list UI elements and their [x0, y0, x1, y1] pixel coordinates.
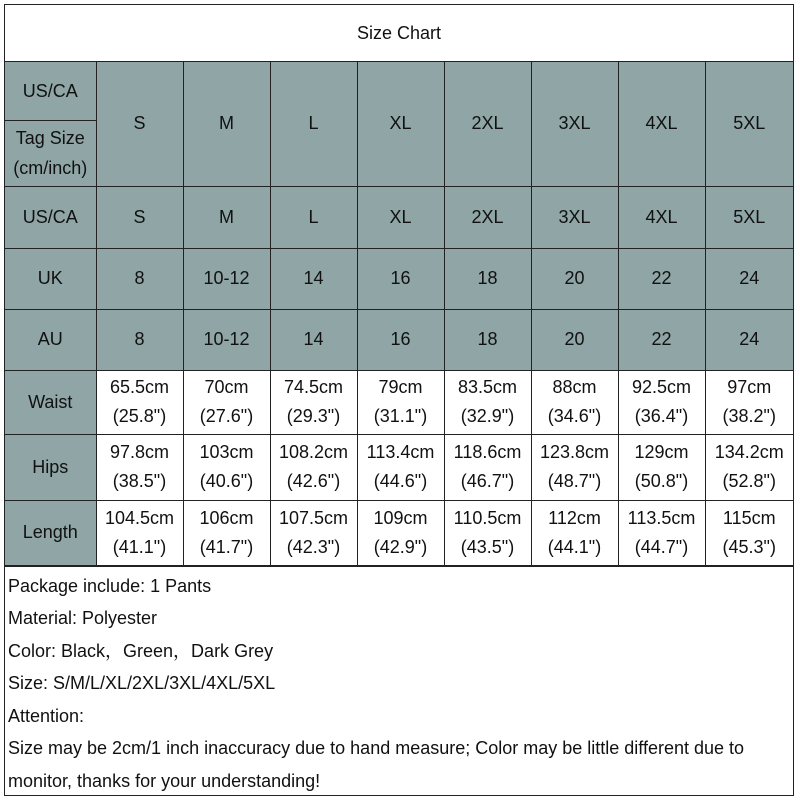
table-cell [96, 434, 183, 500]
cm-value: 88cm [552, 377, 597, 397]
inch-value: (38.2") [722, 406, 776, 426]
note-size: Size: S/M/L/XL/2XL/3XL/4XL/5XL [8, 673, 276, 693]
cm-value: 104.5cm [104, 507, 175, 528]
table-cell: 18 [444, 309, 531, 370]
table-cell [705, 434, 793, 500]
table-cell [96, 500, 183, 565]
chart-title: Size Chart [5, 5, 793, 62]
cm-value: 103cm [199, 442, 254, 462]
inch-value: (29.3") [286, 406, 341, 426]
table-cell [183, 434, 270, 500]
cm-value: 107.5cm [278, 507, 349, 528]
inch-value: (27.6") [199, 406, 254, 426]
cm-value: 70cm [204, 377, 249, 397]
product-notes [5, 566, 793, 798]
inch-value: (36.4") [634, 406, 689, 426]
table-cell [531, 370, 618, 434]
table-cell: 8 [96, 248, 183, 309]
cm-value: 109cm [373, 507, 428, 528]
region-row-us-ca [5, 186, 793, 248]
note-attention-text: Size may be 2cm/1 inch inaccuracy due to hand measure; Color may be little different due to monitor, thanks for your understanding! [8, 738, 745, 791]
size-header-cell: S [96, 62, 183, 186]
cm-value: 129cm [634, 442, 689, 462]
table-cell: L [270, 186, 357, 248]
inch-value: (40.6") [199, 471, 254, 491]
row-label: Waist [5, 370, 96, 434]
table-cell: 20 [531, 248, 618, 309]
inch-value: (32.9") [460, 406, 515, 426]
measure-row-hips [5, 434, 793, 500]
note-material: Material: Polyester [8, 608, 158, 628]
table-cell [183, 500, 270, 565]
cm-value: 113.4cm [366, 442, 435, 462]
inch-value: (43.5") [460, 536, 515, 557]
table-cell: 4XL [618, 186, 705, 248]
table-cell [270, 500, 357, 565]
inch-value: (44.1") [547, 536, 602, 557]
cm-value: 79cm [378, 377, 423, 397]
table-cell: 16 [357, 309, 444, 370]
size-header-cell: 2XL [444, 62, 531, 186]
measure-row-waist [5, 370, 793, 434]
table-cell: 24 [705, 309, 793, 370]
cm-value: 97.8cm [109, 442, 170, 462]
size-table [5, 62, 793, 566]
table-cell: 14 [270, 309, 357, 370]
inch-value: (38.5") [112, 471, 167, 491]
size-header-cell: M [183, 62, 270, 186]
table-cell: 14 [270, 248, 357, 309]
table-cell [705, 500, 793, 565]
table-cell: 24 [705, 248, 793, 309]
cm-value: 113.5cm [627, 507, 696, 528]
inch-value: (44.7") [634, 536, 689, 557]
inch-value: (44.6") [373, 471, 428, 491]
cm-value: 65.5cm [109, 377, 170, 397]
inch-value: (46.7") [460, 471, 515, 491]
table-cell [618, 500, 705, 565]
inch-value: (25.8") [112, 406, 167, 426]
size-header-cell: XL [357, 62, 444, 186]
table-cell: 20 [531, 309, 618, 370]
inch-value: (50.8") [634, 471, 689, 491]
row-label: UK [5, 248, 96, 309]
inch-value: (41.7") [199, 536, 254, 557]
inch-value: (48.7") [547, 471, 602, 491]
cm-value: 97cm [727, 377, 772, 397]
row-label: AU [5, 309, 96, 370]
table-cell [444, 500, 531, 565]
table-cell [618, 370, 705, 434]
size-header-row [5, 62, 793, 186]
note-package: Package include: 1 Pants [8, 575, 212, 596]
table-cell [531, 434, 618, 500]
table-cell: 10-12 [183, 309, 270, 370]
cm-value: 123.8cm [539, 442, 610, 462]
inch-value: (42.6") [286, 471, 341, 491]
cm-value: 110.5cm [453, 507, 522, 528]
table-cell: 5XL [705, 186, 793, 248]
table-cell [357, 500, 444, 565]
table-cell: S [96, 186, 183, 248]
size-chart-card [4, 4, 794, 796]
header-label-tag-size: Tag Size (cm/inch) [13, 128, 88, 179]
table-cell [96, 370, 183, 434]
table-cell: 10-12 [183, 248, 270, 309]
inch-value: (41.1") [112, 536, 167, 557]
cm-value: 134.2cm [714, 442, 784, 462]
table-cell [444, 434, 531, 500]
table-cell [618, 434, 705, 500]
table-cell: 18 [444, 248, 531, 309]
cm-value: 83.5cm [457, 377, 518, 397]
table-cell: 16 [357, 248, 444, 309]
table-cell: 22 [618, 309, 705, 370]
note-attention-heading: Attention: [8, 705, 85, 726]
cm-value: 112cm [548, 507, 601, 528]
size-header-cell: 4XL [618, 62, 705, 186]
inch-value: (34.6") [547, 406, 602, 426]
size-header-cell: 3XL [531, 62, 618, 186]
row-label: Hips [5, 434, 96, 500]
row-label: Length [5, 500, 96, 565]
cm-value: 106cm [199, 507, 254, 528]
measure-row-length [5, 500, 793, 565]
cm-value: 74.5cm [283, 377, 344, 397]
table-cell: 3XL [531, 186, 618, 248]
region-row-uk [5, 248, 793, 309]
cm-value: 118.6cm [453, 442, 522, 462]
table-cell [357, 434, 444, 500]
table-cell: M [183, 186, 270, 248]
table-cell: XL [357, 186, 444, 248]
note-color: Color: Black，Green，Dark Grey [8, 640, 274, 661]
size-header-cell: 5XL [705, 62, 793, 186]
table-cell [270, 434, 357, 500]
table-cell: 2XL [444, 186, 531, 248]
region-row-au [5, 309, 793, 370]
size-header-cell: L [270, 62, 357, 186]
table-cell [357, 370, 444, 434]
header-label-us-ca: US/CA [5, 62, 96, 121]
inch-value: (42.9") [373, 536, 428, 557]
table-cell [531, 500, 618, 565]
inch-value: (42.3") [286, 536, 341, 557]
cm-value: 108.2cm [278, 442, 349, 462]
header-label-cell [5, 62, 96, 186]
inch-value: (52.8") [722, 471, 776, 491]
table-cell: 22 [618, 248, 705, 309]
table-cell [270, 370, 357, 434]
table-cell: 8 [96, 309, 183, 370]
row-label: US/CA [5, 186, 96, 248]
cm-value: 92.5cm [631, 377, 692, 397]
cm-value: 115cm [722, 507, 776, 528]
table-cell [444, 370, 531, 434]
table-cell [705, 370, 793, 434]
inch-value: (31.1") [373, 406, 428, 426]
inch-value: (45.3") [722, 536, 776, 557]
table-cell [183, 370, 270, 434]
